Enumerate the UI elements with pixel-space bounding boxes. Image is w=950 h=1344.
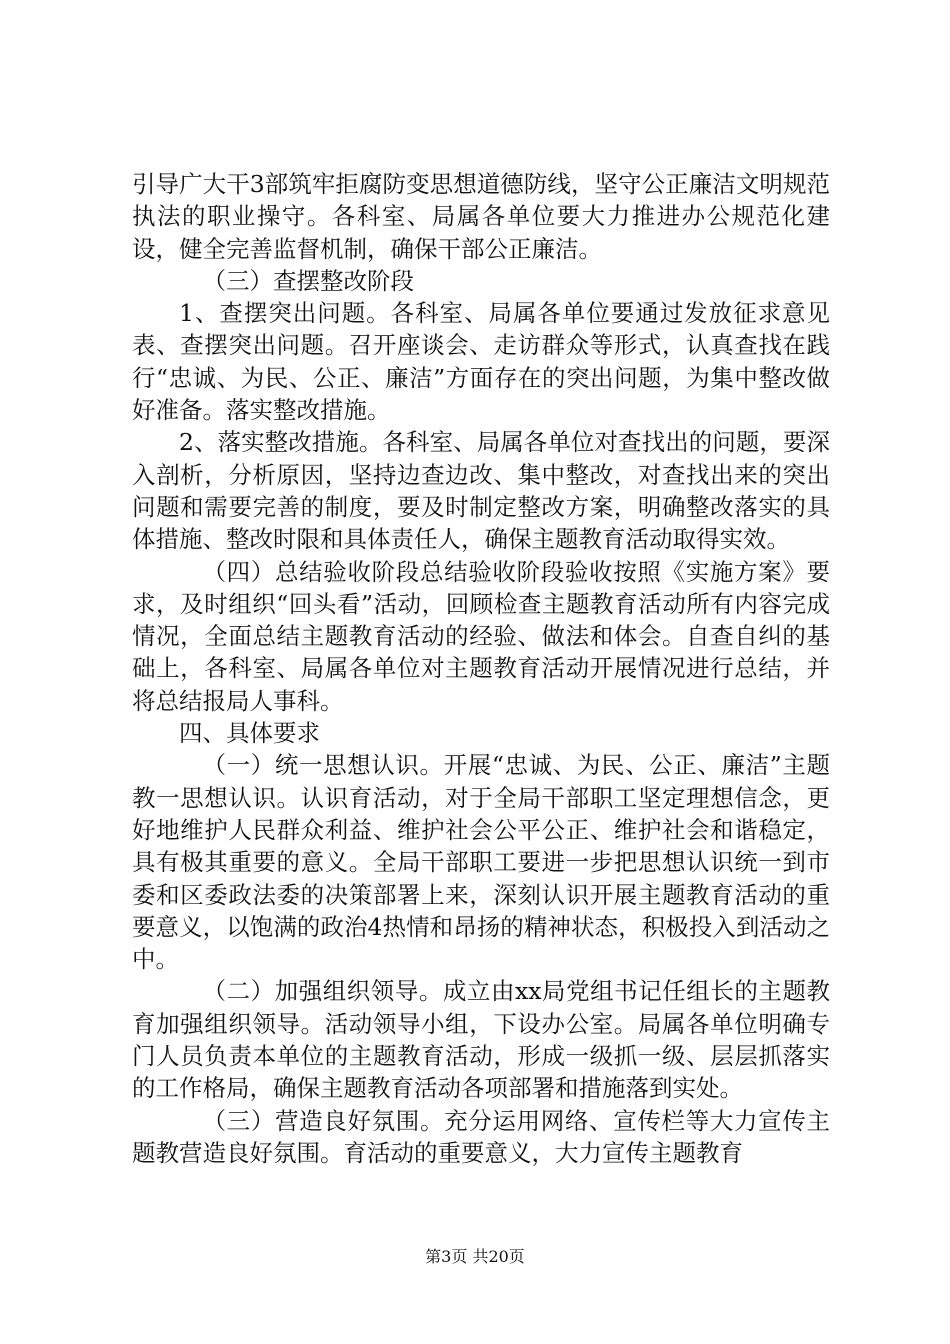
page-footer: 第3页 共20页 [425, 1247, 525, 1266]
paragraph-7: （一）统一思想认识。开展“忠诚、为民、公正、廉洁”主题教一思想认识。认识育活动，对于全局干部职工坚定理想信念，更好地维护人民群众利益、维护社会公平公正、维护社会和谐稳定，具有极其重要的意义。全局干部职工要进一步把思想认识统一到市委和区委政法委的决策部署上来，深刻认识开展主题教育活动的重要意义，以饱满的政治4热情和昂扬的精神状态，积极投入到活动之中。 [132, 751, 830, 974]
document-body [132, 168, 830, 1169]
paragraph-8: （二）加强组织领导。成立由xx局党组书记任组长的主题教育加强组织领导。活动领导小组，下设办公室。局属各单位明确专门人员负责本单位的主题教育活动，形成一级抓一级、层层抓落实的工作格局，确保主题教育活动各项部署和措施落到实处。 [132, 977, 830, 1103]
paragraph-3: 1、查摆突出问题。各科室、局属各单位要通过发放征求意见表、查摆突出问题。召开座谈会、走访群众等形式，认真查找在践行“忠诚、为民、公正、廉洁”方面存在的突出问题，为集中整改做好准备。落实整改措施。 [132, 299, 830, 425]
section-heading: 四、具体要求 [179, 719, 320, 748]
paragraph-4: 2、落实整改措施。各科室、局属各单位对查找出的问题，要深入剖析，分析原因，坚持边查边改、集中整改，对查找出来的突出问题和需要完善的制度，要及时制定整改方案，明确整改落实的具体措施、整改时限和具体责任人，确保主题教育活动取得实效。 [132, 428, 830, 554]
paragraph-2: （三）查摆整改阶段 [202, 266, 414, 295]
paragraph-5: （四）总结验收阶段总结验收阶段验收按照《实施方案》要求，及时组织“回头看”活动，回顾检查主题教育活动所有内容完成情况，全面总结主题教育活动的经验、做法和体会。自查自纠的基础上，各科室、局属各单位对主题教育活动开展情况进行总结，并将总结报局人事科。 [132, 557, 830, 715]
paragraph-1: 引导广大干3部筑牢拒腐防变思想道德防线，坚守公正廉洁文明规范执法的职业操守。各科室、局属各单位要大力推进办公规范化建设，健全完善监督机制，确保干部公正廉洁。 [132, 170, 830, 263]
paragraph-9: （三）营造良好氛围。充分运用网络、宣传栏等大力宣传主题教营造良好氛围。育活动的重要意义，大力宣传主题教育 [132, 1106, 830, 1167]
